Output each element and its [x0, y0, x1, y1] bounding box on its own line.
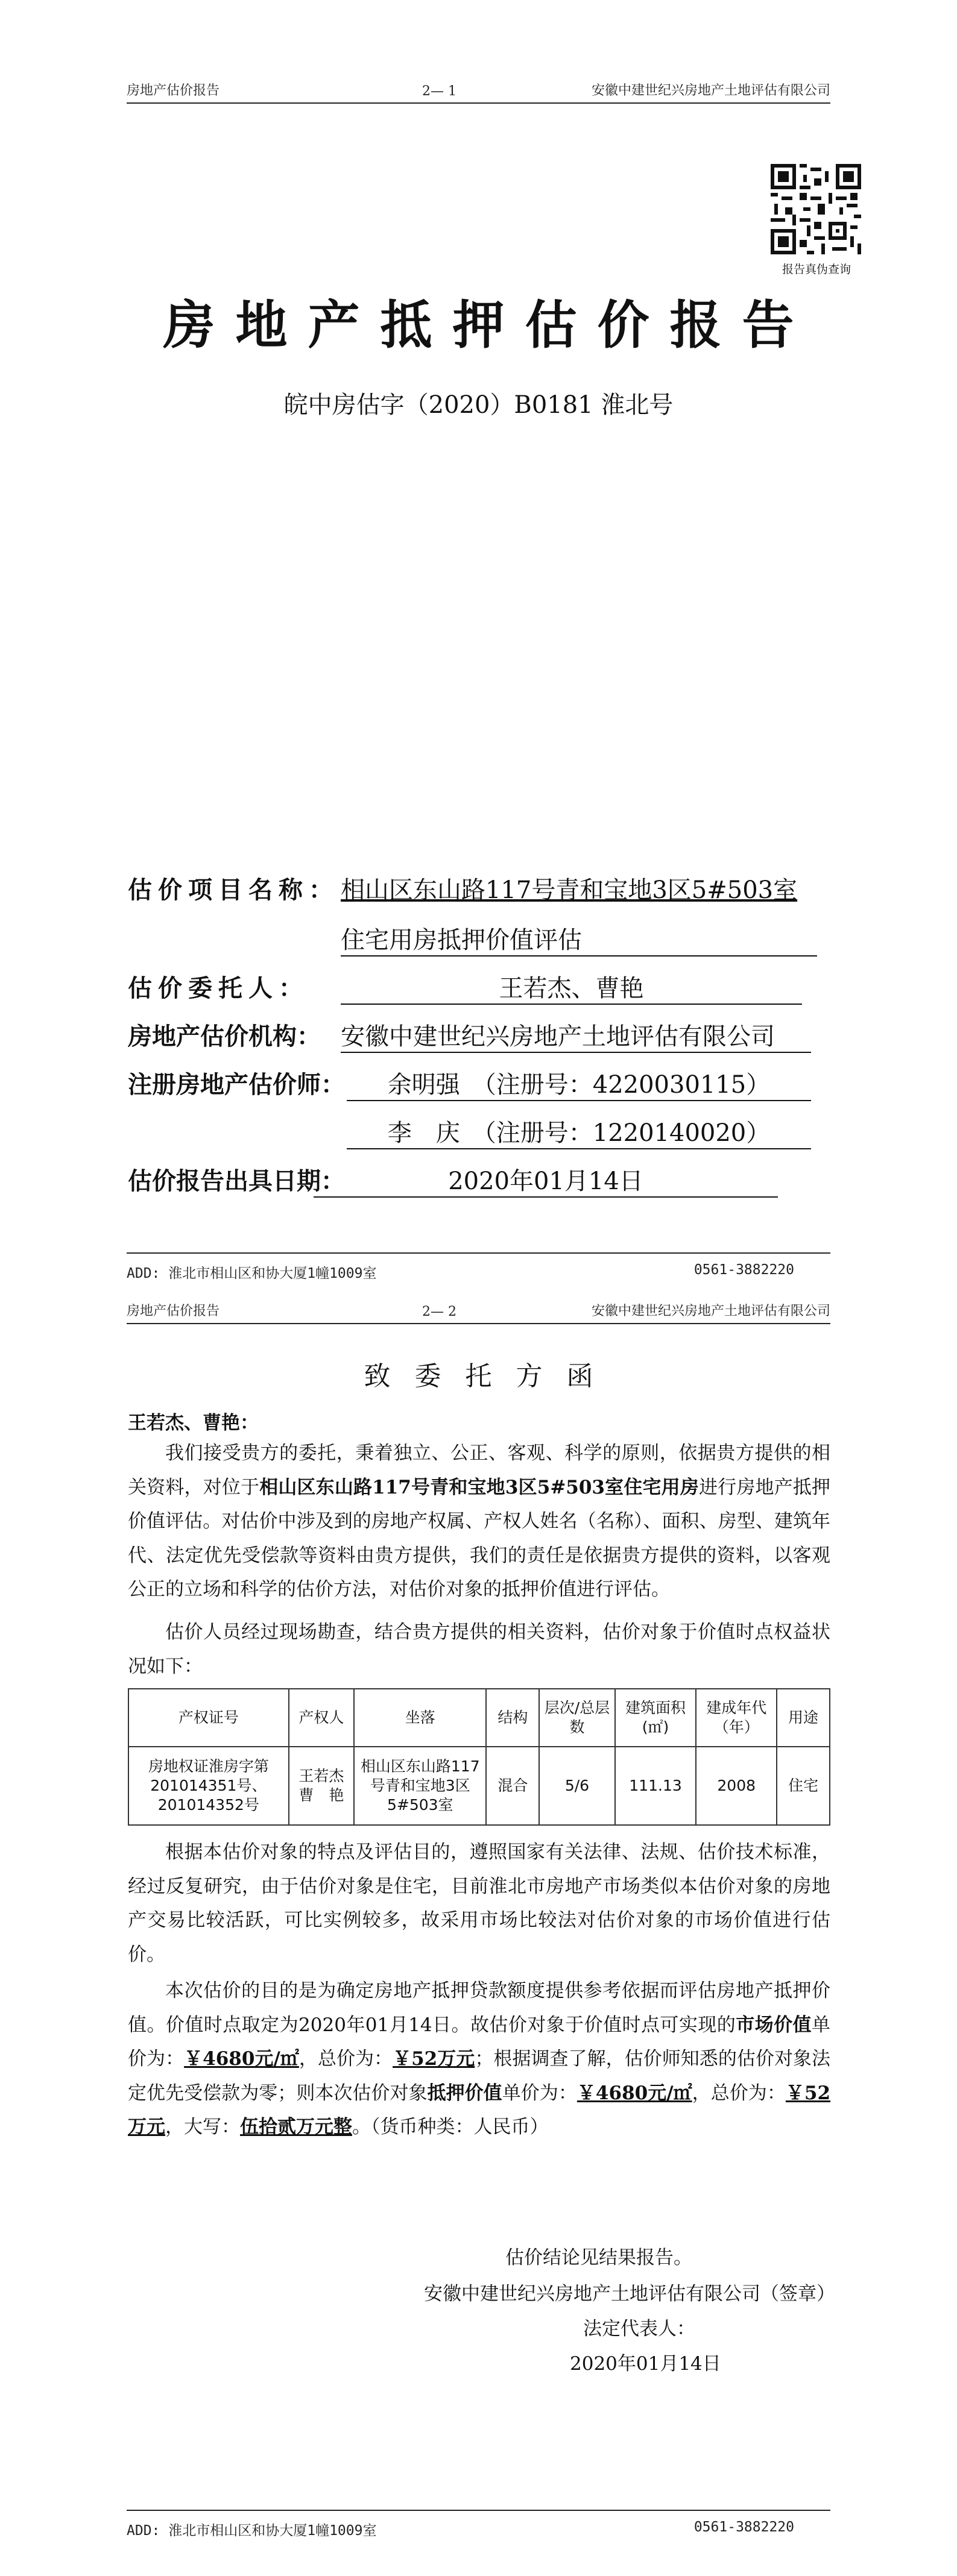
- table-header: 层次/总层数: [539, 1689, 614, 1747]
- report-date-label: 估价报告出具日期：: [128, 1167, 345, 1195]
- header-company: 安徽中建世纪兴房地产土地评估有限公司: [591, 83, 830, 98]
- mortgage-unit-price: ￥4680元/㎡: [576, 2082, 692, 2104]
- footer-address: ADD: 淮北市相山区和协大厦1幢1009室: [127, 2523, 377, 2539]
- table-header: 用途: [777, 1689, 830, 1747]
- letter-paragraph-1: 我们接受贵方的委托，秉着独立、公正、客观、科学的原则，依据贵方提供的相关资料，对位于相山区东山路117号青和宝地3区5#503室住宅用房进行房地产抵押价值评估。对估价中涉及到的房地产权属、产权人姓名（名称）、面积、房型、建筑年代、法定优先受偿款等资料由贵方提供，我们的责任是依据贵方提供的资料，以客观公正的立场和科学的估价方法，对估价对象的抵押价值进行评估。: [128, 1442, 830, 1600]
- table-cell: 混合: [486, 1747, 539, 1825]
- property-rights-table: [128, 1688, 830, 1826]
- header-company: 安徽中建世纪兴房地产土地评估有限公司: [591, 1304, 830, 1319]
- table-header: 建筑面积(㎡): [615, 1689, 696, 1747]
- document-number: 皖中房估字（2020）B0181 淮北号: [283, 391, 674, 419]
- project-name-label: 估价项目名称：: [128, 876, 339, 904]
- appraiser-1: 余明强 （注册号：4220030115）: [347, 1066, 811, 1101]
- letter-addressee: 王若杰、曹艳：: [128, 1412, 259, 1434]
- running-footer: [127, 2510, 830, 2539]
- table-cell: 住宅: [777, 1747, 830, 1825]
- header-page-number: 2— 1: [422, 84, 456, 99]
- letter-paragraph-3: 根据本估价对象的特点及评估目的，遵照国家有关法律、法规、估价技术标准，经过反复研究，由于估价对象是住宅，目前淮北市房地产市场类似本估价对象的房地产交易比较活跃，可比实例较多，故采用市场比较法对估价对象的市场价值进行估价。: [128, 1841, 830, 1965]
- table-cell: 2008: [696, 1747, 777, 1825]
- project-name-line2: 住宅用房抵押价值评估: [341, 921, 817, 957]
- report-date-value: 2020年01月14日: [314, 1162, 778, 1198]
- letter-paragraph-4: 本次估价的目的是为确定房地产抵押贷款额度提供参考依据而评估房地产抵押价值。价值时点取定为2020年01月14日。故估价对象于价值时点可实现的市场价值单价为：￥4680元/㎡，总价为：￥52万元；根据调查了解，估价师知悉的估价对象法定优先受偿款为零；则本次估价对象抵押价值单价为：￥4680元/㎡，总价为：￥52万元，大写：伍拾贰万元整。（货币种类：人民币）: [128, 1980, 831, 2138]
- market-total-price: ￥52万元: [393, 2048, 475, 2070]
- legal-representative: 法定代表人：: [583, 2318, 695, 2340]
- property-address: 相山区东山路117号青和宝地3区5#503室住宅用房: [259, 1476, 699, 1498]
- table-header-row: [128, 1689, 830, 1747]
- client-value: 王若杰、曹艳: [341, 969, 802, 1005]
- company-seal: 安徽中建世纪兴房地产土地评估有限公司（签章）: [424, 2283, 835, 2305]
- table-cell: 111.13: [615, 1747, 696, 1825]
- table-cell: 房地权证淮房字第201014351号、201014352号: [128, 1747, 289, 1825]
- running-header: [127, 1299, 830, 1324]
- running-header: [127, 78, 830, 104]
- table-header: 建成年代（年）: [696, 1689, 777, 1747]
- qr-code-icon[interactable]: [771, 164, 861, 254]
- appraiser-2: 李 庆 （注册号：1220140020）: [347, 1114, 811, 1149]
- letter-page: [0, 1299, 957, 2576]
- table-header: 产权证号: [128, 1689, 289, 1747]
- qr-code-label: 报告真伪查询: [782, 263, 851, 276]
- table-header: 坐落: [354, 1689, 486, 1747]
- project-name-line1: 相山区东山路117号青和宝地3区5#503室: [341, 876, 798, 904]
- table-header: 结构: [486, 1689, 539, 1747]
- table-cell: 王若杰 曹 艳: [289, 1747, 355, 1825]
- report-title: 房地产抵押估价报告: [163, 295, 815, 356]
- footer-phone: 0561-3882220: [693, 2519, 794, 2535]
- market-unit-price: ￥4680元/㎡: [184, 2048, 299, 2070]
- amount-in-words: 伍拾贰万元整: [240, 2116, 352, 2138]
- footer-phone: 0561-3882220: [693, 1262, 794, 1278]
- running-footer: [127, 1252, 830, 1281]
- table-header: 产权人: [289, 1689, 355, 1747]
- org-value: 安徽中建世纪兴房地产土地评估有限公司: [341, 1017, 811, 1053]
- table-cell: 5/6: [539, 1747, 614, 1825]
- header-page-number: 2— 2: [422, 1304, 456, 1319]
- table-cell: 相山区东山路117号青和宝地3区5#503室: [354, 1747, 486, 1825]
- letter-paragraph-2: 估价人员经过现场勘查，结合贵方提供的相关资料，估价对象于价值时点权益状况如下：: [128, 1621, 830, 1677]
- org-label: 房地产估价机构：: [128, 1022, 321, 1051]
- letter-title: 致委托方函: [364, 1361, 617, 1392]
- header-left: 房地产估价报告: [127, 1304, 220, 1319]
- footer-address: ADD: 淮北市相山区和协大厦1幢1009室: [127, 1266, 377, 1281]
- appraiser-label: 注册房地产估价师：: [128, 1070, 345, 1099]
- client-label: 估价委托人：: [128, 974, 309, 1002]
- letter-date: 2020年01月14日: [570, 2353, 721, 2375]
- table-row: [128, 1747, 830, 1825]
- mortgage-total-price: ￥52万元: [128, 2082, 831, 2138]
- conclusion-note: 估价结论见结果报告。: [505, 2247, 692, 2269]
- header-left: 房地产估价报告: [127, 83, 220, 98]
